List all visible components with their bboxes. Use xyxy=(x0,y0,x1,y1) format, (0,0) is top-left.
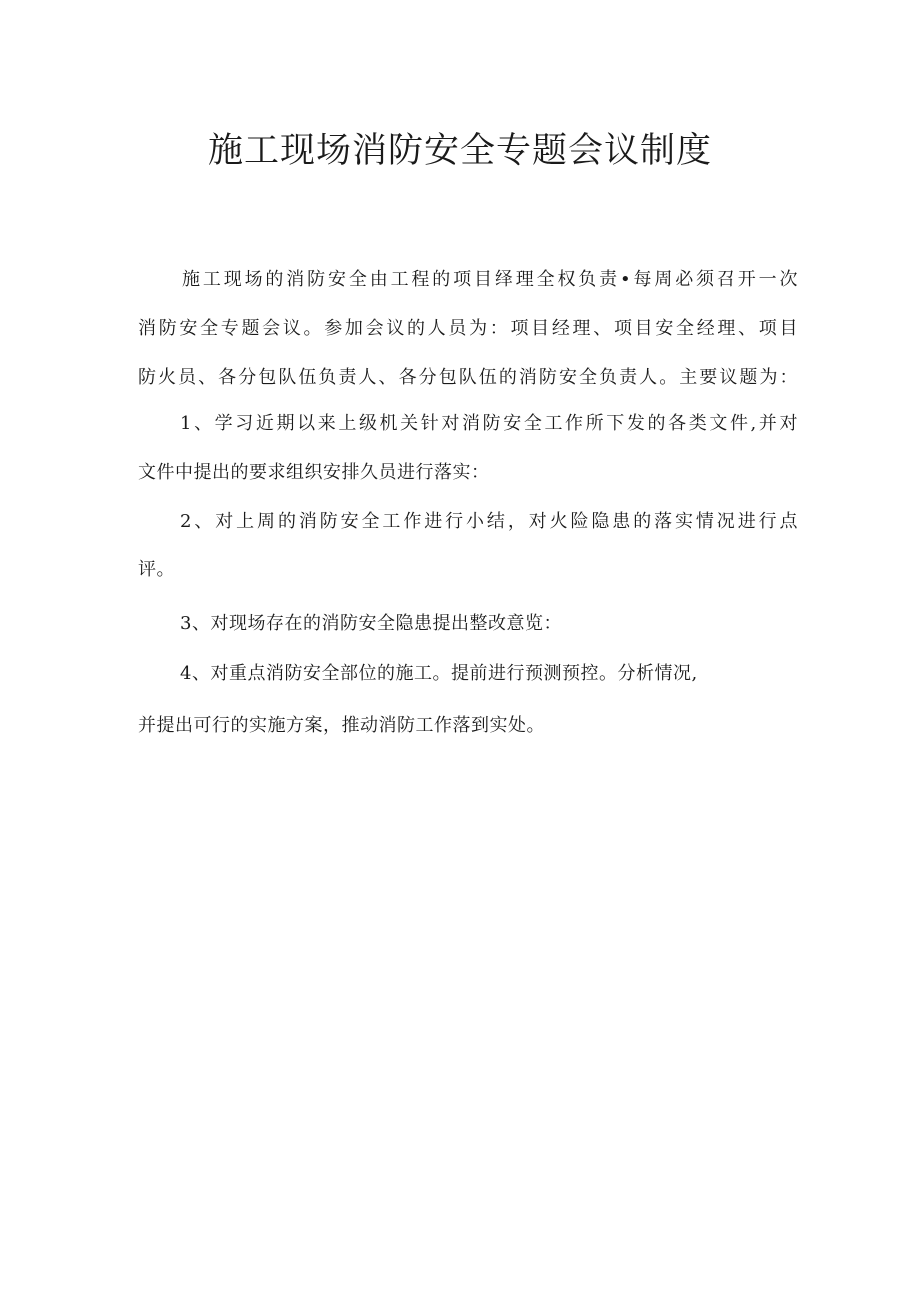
agenda-item-2-line: 2、对上周的消防安全工作进行小结，对火险隐患的落实情况进行点 xyxy=(180,511,798,532)
agenda-item-1-line: 1、学习近期以来上级机关针对消防安全工作所下发的各类文件,并对 xyxy=(180,413,798,434)
agenda-item-4-line: 4、对重点消防安全部位的施工。提前进行预测预控。分析情况, xyxy=(180,663,698,684)
paragraph-line: 消防安全专题会议。参加会议的人员为：项目经理、项目安全经理、项目 xyxy=(138,318,798,339)
document-title: 施工现场消防安全专题会议制度 xyxy=(207,131,712,171)
agenda-item-4-line: 并提出可行的实施方案，推动消防工作落到实处。 xyxy=(138,715,545,736)
paragraph-line: 施工现场的消防安全由工程的项目绎理全权负责•每周必须召开一次 xyxy=(182,269,798,290)
agenda-item-3-line: 3、对现场存在的消防安全隐患提出整改意览： xyxy=(180,613,562,634)
paragraph-line: 防火员、各分包队伍负责人、各分包队伍的消防安全负责人。主要议题为： xyxy=(138,367,798,388)
agenda-item-2-line: 评。 xyxy=(138,559,175,580)
agenda-item-1-line: 文件中提出的要求组织安排久员进行落实： xyxy=(138,462,490,483)
